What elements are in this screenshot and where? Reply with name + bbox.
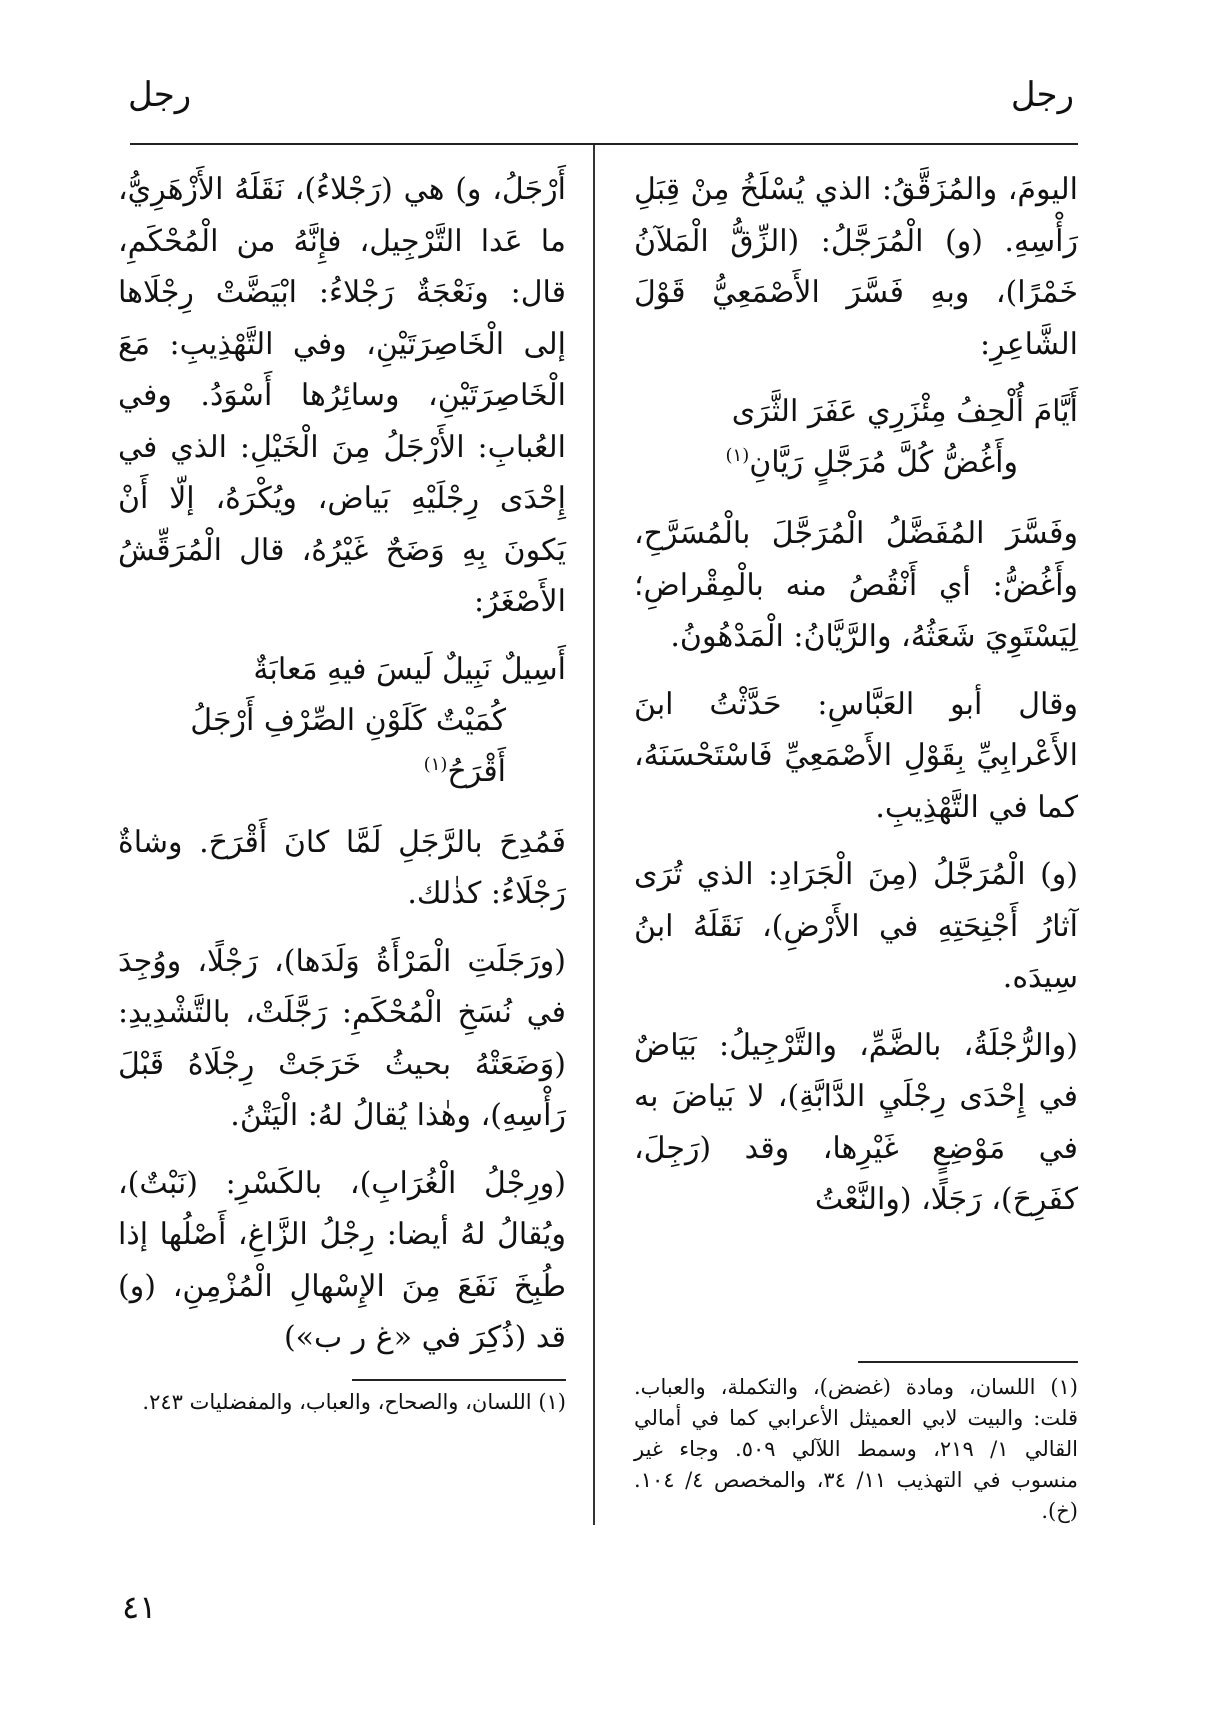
left-verse [118, 644, 566, 797]
right-verse-line-2 [634, 437, 1078, 488]
running-head-left: رجل [128, 75, 192, 115]
right-paragraph-2: وفَسَّرَ المُفَضَّلُ الْمُرَجَّلَ بالْمُسَرَّحِ، وأَغُضُّ: أي أَنْقُصُ منه بالْمِقْراضِ؛ لِيَسْتَوِيَ شَعَثُهُ، والرَّيَّانُ: الْمَدْهُونُ. [634, 516, 1078, 654]
left-footnote-rule [352, 1379, 566, 1381]
left-paragraph-2: فَمُدِحَ بالرَّجَلِ لَمَّا كانَ أَقْرَحَ. وشاةٌ رَجْلَاءُ: كذٰلك. [118, 824, 566, 911]
left-footnote [118, 1379, 566, 1418]
right-footnote-rule [858, 1361, 1078, 1363]
right-footnote: (١) اللسان، ومادة (غضض)، والتكملة، والعباب. قلت: والبيت لابي العميثل الأعرابي كما في أمالي القالي ١/ ٢١٩، وسمط اللآلي ٥٠٩. وجاء غير منسوب في التهذيب ١١/ ٣٤، والمخصص ٤/ ١٠٤.(خ). [634, 1375, 1078, 1523]
left-verse-line-2 [118, 695, 566, 797]
right-paragraph-3: وقال أبو العَبَّاسِ: حَدَّثْتُ ابنَ الأَعْرابِيِّ بِقَوْلِ الأَصْمَعِيِّ فَاسْتَحْسَنَهُ، كما في التَّهْذِيبِ. [634, 686, 1078, 825]
left-column [118, 164, 566, 1380]
right-paragraph-5: (والرُّجْلَةُ، بالضَّمِّ، والتَّرْجِيلُ: بَيَاضٌ في إِحْدَى رِجْلَيِ الدَّابَّةِ)، لا بَياضَ به في مَوْضِعٍ غَيْرِها، وقد (رَجِلَ، كفَرِحَ)، رَجَلًا، (والنَّعْتُ [634, 1027, 1078, 1217]
right-column [634, 164, 1078, 1242]
left-verse-line-2-text: كُمَيْتٌ كَلَوْنِ الصِّرْفِ أَرْجَلُ أَقْرَحُ [190, 702, 506, 789]
running-head-right: رجل [1010, 75, 1074, 115]
left-paragraph-4: (ورِجْلُ الْغُرَابِ)، بالكَسْرِ: (نَبْتٌ)، ويُقالُ لهُ أيضا: رِجْلُ الزَّاغِ، أَصْلُها إذا طُبِخَ نَفَعَ مِنَ الإِسْهالِ الْمُزْمِنِ، (و) قد (ذُكِرَ في «غ ر ب») [118, 1165, 566, 1355]
right-paragraph-4: (و) الْمُرَجَّلُ (مِنَ الْجَرَادِ: الذي تُرَى آثارُ أَجْنِحَتِهِ في الأَرْضِ)، نَقَلَهُ ابنُ سِيدَه. [634, 857, 1078, 995]
right-verse-footnote-marker: (١) [725, 445, 750, 466]
right-verse [634, 386, 1078, 488]
left-verse-footnote-marker: (١) [423, 753, 448, 775]
left-footnote-text: (١) اللسان، والصحاح، والعباب، والمفضليات ٢٤٣. [142, 1390, 566, 1414]
page-number: ٤١ [122, 1588, 157, 1626]
header-rule [130, 143, 1078, 145]
right-verse-line-2-text: وأَغُضُّ كُلَّ مُرَجَّلٍ رَيَّانِ [749, 445, 1018, 480]
left-paragraph-3: (ورَجَلَتِ الْمَرْأَةُ وَلَدَها)، رَجْلًا، ووُجِدَ في نُسَخِ الْمُحْكَمِ: رَجَّلَتْ، بالتَّشْدِيدِ: (وَضَعَتْهُ بحيثُ خَرَجَتْ رِجْلَاهُ قَبْلَ رَأْسِهِ)، وهٰذا يُقالُ لهُ: الْيَتْنُ. [118, 943, 566, 1133]
right-verse-line-1: أَيَّامَ أُلْحِفُ مِئْزَرِي عَفَرَ الثَّرَى [731, 394, 1078, 429]
left-paragraph-1: أَرْجَلُ، و) هي (رَجْلاءُ)، نَقَلَهُ الأَزْهَرِيُّ، ما عَدا التَّرْجِيل، فإِنَّهُ من الْمُحْكَمِ، قال: ونَعْجَةٌ رَجْلاءُ: ابْيَضَّتْ رِجْلَاها إلى الْخَاصِرَتَيْنِ، وفي التَّهْذِيبِ: مَعَ الْخَاصِرَتَيْنِ، وسائِرُها أَسْوَدُ. وفي العُبابِ: الأَرْجَلُ مِنَ الْخَيْلِ: الذي في إِحْدَى رِجْلَيْهِ بَياض، ويُكْرَهُ، إلّا أَنْ يَكونَ بِهِ وَضَحٌ غَيْرُهُ، قال الْمُرَقِّشُ الأَصْغَرُ: [118, 172, 566, 619]
left-verse-line-1: أَسِيلٌ نَبِيلٌ لَيسَ فيهِ مَعابَةٌ [253, 651, 566, 687]
column-divider [593, 145, 595, 1525]
right-paragraph-1: اليومَ، والمُزَقَّقُ: الذي يُسْلَخُ مِنْ قِبَلِ رَأْسِهِ. (و) الْمُرَجَّلُ: (الزِّقُّ الْمَلآنُ خَمْرًا)، وبهِ فَسَّرَ الأَصْمَعِيُّ قَوْلَ الشَّاعِرِ: [634, 172, 1078, 362]
